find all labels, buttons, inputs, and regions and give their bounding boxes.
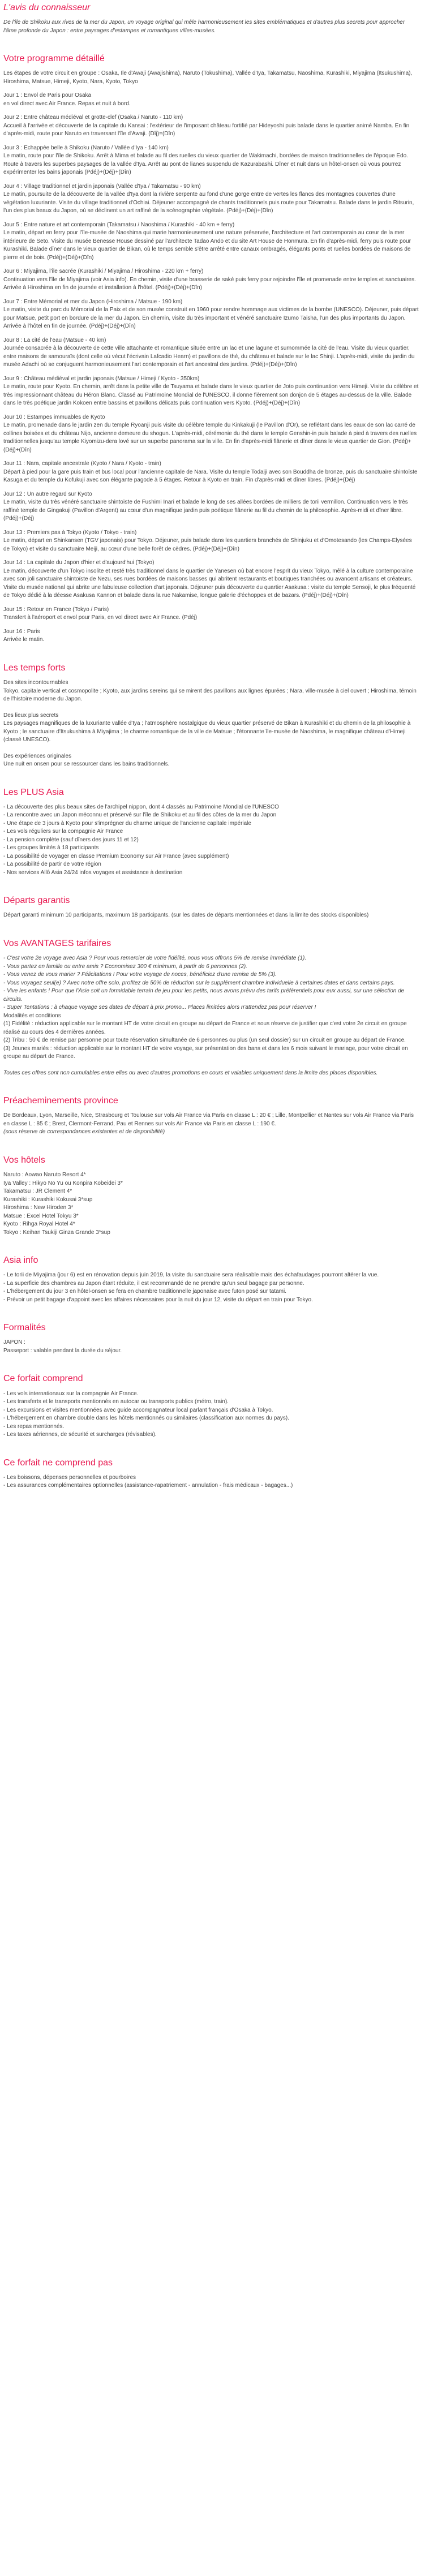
section-programme <box>3 53 419 644</box>
day-title: Jour 9 : Château médiéval et jardin japonais (Matsue / Himeji / Kyoto - 350km) <box>3 375 200 382</box>
asia-info-item: - La superficie des chambres au Japon étant réduite, il est recommandé de ne prendre qu'un seul bagage par personne. <box>3 1280 304 1287</box>
day-description: Le matin, départ en ferry pour l'île-musée de Naoshima qui marie harmonieusement une nature préservée, l'architecture et l'art contemporain au cœur de la mer intérieure de Seto. Visite du musée Benesse House dessiné par l'architecte Tadao Ando et du site Art House de Honmura. En fin d'après-midi, ferry puis route pour Kurashiki. Balade dîner dans le vieux quartier de Bikan, où le temps semble s'être arrêté entre canaux ombragés, élégants ponts et ruelles bordées de maisons de pierre et de bois. (Pdéj)+(Déj)+(Dîn) <box>3 230 411 261</box>
section-title-connaisseur: L'avis du connaisseur <box>3 3 91 12</box>
plus-asia-item: - La possibilité de partir de votre région <box>3 861 101 868</box>
avantage-item: - Vous partez en famille ou entre amis ? Economisez 300 € minimum, à partir de 6 personnes (2). <box>3 963 247 970</box>
day-description: Le matin, route pour Kyoto. En chemin, arrêt dans la petite ville de Tsuyama et balade dans le vieux quartier de Joto puis continuation vers Himeji. Visite du célèbre et très impressionnant château du Héron Blanc. Classé au Patrimoine Mondial de l'UNESCO, il donne fièrement son donjon de 5 étages au-dessus de la ville. Balade dans le très poétique jardin Kokoen entre bassins et pavillons délicats puis continuation vers Kyoto. (Pdéj)+(Déj)+(Dîn) <box>3 384 419 407</box>
day-title: Jour 16 : Paris <box>3 628 40 635</box>
section-title-temps-forts: Les temps forts <box>3 663 66 673</box>
temps-fort-group-title: Des expériences originales <box>3 752 72 759</box>
section-formalites <box>3 1322 419 1355</box>
asia-info-list <box>3 1271 419 1304</box>
day-item <box>3 183 419 216</box>
formalite-line: JAPON : <box>3 1339 25 1346</box>
plus-asia-item: - Les vols réguliers sur la compagnie Air France <box>3 828 123 835</box>
temps-fort-group-text: Les paysages magnifiques de la luxuriante vallée d'Iya ; l'atmosphère nostalgique du vieux quartier préservé de Bikan à Kurashiki et du chemin de la philosophie à Kyoto ; le sanctuaire d'Itsukushima à Miyajima ; le charme romantique de la ville de Matsue ; l'étonnante île-musée de Naoshima, le magnifique château d'Himeji (classé UNESCO). <box>3 720 411 743</box>
day-item <box>3 298 419 331</box>
hotel-item: Takamatsu : JR Clement 4* <box>3 1188 72 1194</box>
day-description: Continuation vers l'île de Miyajima (voir Asia info). En chemin, visite d'une brasserie de saké puis ferry pour rejoindre l'île et promenade entre temples et sanctuaires. Arrivée à Hiroshima en fin de journée et installation à l'hôtel. (Pdéj)+(Déj)+(Dîn) <box>3 276 416 291</box>
day-description: Le matin, visite du parc du Mémorial de la Paix et de son musée construit en 1960 pour rendre hommage aux victimes de la bombe (UNESCO). Déjeuner, puis départ pour Matsue, petit port en bordure de la mer du Japon. En chemin, visite du très important et vénéré sanctuaire Izumo Taisha, l'un des plus importants du Japon. Arrivée à l'hôtel en fin de journée. (Pdéj)+(Déj)+(Dîn) <box>3 307 419 330</box>
temps-fort-group-title: Des lieux plus secrets <box>3 712 59 719</box>
section-departs <box>3 895 419 920</box>
section-title-hotels: Vos hôtels <box>3 1155 45 1165</box>
section-title-avantages: Vos AVANTAGES tarifaires <box>3 938 111 948</box>
section-plus-asia <box>3 787 419 878</box>
avantage-item: - Super Tentations : à chaque voyage ses dates de départ à prix promo... Places limitées alors n'attendez pas pour réserver ! <box>3 1004 316 1011</box>
modalite-item: (3) Jeunes mariés : réduction applicable sur le montant HT de votre voyage, sur présentation des bans et dans les 6 mois suivant le mariage, pour votre circuit en groupe au départ de France. <box>3 1045 408 1060</box>
day-description: Le matin, route pour l'île de Shikoku. Arrêt à Mima et balade au fil des ruelles du vieux quartier de Wakimachi, bordées de maison traditionnelles de l'époque Edo. Route à travers les superbes paysages de la vallée d'Iya. Arrêt au pont de lianes suspendu de Kazurabashi. Dîner et nuit dans un hôtel-onsen où vous pourrez expérimenter les bains japonais (Pdéj)+(Déj)+(Dîn) <box>3 153 408 176</box>
departs-text: Départ garanti minimum 10 participants, maximum 18 participants. (sur les dates de départs mentionnées et dans la limite des stocks disponibles) <box>3 912 369 919</box>
plus-asia-item: - La pension complète (sauf dîners des jours 11 et 12) <box>3 836 139 843</box>
day-description: Arrivée le matin. <box>3 637 45 643</box>
day-description: Le matin, promenade dans le jardin zen du temple Ryoanji puis visite du célèbre temple du Kinkakuji (le Pavillon d'Or), se reflétant dans les eaux de son lac carré de collines boisées et du château Nijo, ancienne demeure du shogun. L'après-midi, cérémonie du thé dans le temple Genshin-in puis balade à pied à travers des ruelles traditionnelles jusqu'au temple Kiyomizu-dera lové sur un superbe panorama sur la ville. En fin d'après-midi flânerie et dîner dans le vieux quartier de Gion. (Pdéj)+(Déj)+(Dîn) <box>3 422 417 453</box>
plus-asia-item: - La rencontre avec un Japon méconnu et préservé sur l'île de Shikoku et au fil des côtes de la mer du Japon <box>3 812 277 819</box>
temps-fort-group <box>3 712 419 745</box>
day-title: Jour 3 : Echappée belle à Shikoku (Naruto / Vallée d'Iya - 140 km) <box>3 144 169 151</box>
forfait-comprend-list <box>3 1390 419 1439</box>
preacheminements-text: De Bordeaux, Lyon, Marseille, Nice, Strasbourg et Toulouse sur vols Air France via Paris en classe L : 20 € ; Lille, Montpellier et Nantes sur vols Air France via Paris en classe L : 85 € ; Brest, Clermont-Ferrand, Pau et Rennes sur vols Air France via Paris en classe L : 190 €. <box>3 1112 414 1127</box>
modalites-title: Modalités et conditions <box>3 1012 61 1019</box>
section-hotels <box>3 1155 419 1237</box>
plus-asia-item: - Les groupes limités à 18 participants <box>3 845 99 852</box>
day-description: Journée consacrée à la découverte de cette ville attachante et romantique située entre un lac et une lagune et surnommée la cité de l'eau. Visite du vieux quartier, entre maisons de samouraïs (dont celle où vécut l'écrivain Lafcadio Hearn) et pavillons de thé, du château et balade sur le lac Shinji. L'après-midi, visite du jardin du musée Adachi où se conjuguent harmonieusement l'art contemporain et l'art ancestral des jardins. (Pdéj)+(Déj)+(Dîn) <box>3 345 415 368</box>
day-description: Accueil à l'arrivée et découverte de la capitale du Kansai : l'extérieur de l'imposant château fortifié par Hideyoshi puis balade dans le quartier animé Namba. En fin d'après-midi, route pour Naruto en traversant l'île d'Awaji. (Dîj)=(Dîn) <box>3 122 410 137</box>
temps-fort-group-text: Tokyo, capitale vertical et cosmopolite ; Kyoto, aux jardins sereins qui se mirent des pavillons aux lignes épurées ; Nara, ville-musée à ciel ouvert ; Hiroshima, témoin de l'histoire moderne du Japon. <box>3 687 417 703</box>
day-item <box>3 114 419 139</box>
day-title: Jour 6 : Miyajima, l'île sacrée (Kurashiki / Miyajima / Hiroshima - 220 km + ferry) <box>3 268 204 275</box>
hotel-item: Hiroshima : New Hiroden 3* <box>3 1205 74 1211</box>
temps-fort-group <box>3 679 419 704</box>
section-title-departs: Départs garantis <box>3 896 70 906</box>
hotels-list <box>3 1171 419 1237</box>
avantage-item: - Vive les enfants ! Pour que l'Asie soit un formidable terrain de jeu pour les petits, nous avons prévu des tarifs préférentiels pour eux aussi, sur une sélection de circuits. <box>3 988 405 1003</box>
asia-info-item: - Le torii de Miyajima (jour 6) est en rénovation depuis juin 2019, la visite du sanctuaire sera réalisable mais des échafaudages pourront altérer la vue. <box>3 1272 379 1279</box>
hotel-item: Matsue : Excel Hotel Tokyu 3* <box>3 1212 79 1219</box>
connaisseur-text: De l'île de Shikoku aux rives de la mer du Japon, un voyage original qui mêle harmonieusement les sites emblématiques et d'autres plus secrets pour approcher l'âme profonde du Japon : entre paysages d'estampes et romantiques villes-musées. <box>3 19 405 34</box>
forfait-ne-comprend-list <box>3 1474 419 1490</box>
day-title: Jour 11 : Nara, capitale ancestrale (Kyoto / Nara / Kyoto - train) <box>3 461 161 467</box>
avantages-list <box>3 954 419 1012</box>
hotel-item: Naruto : Aowao Naruto Resort 4* <box>3 1172 86 1178</box>
day-title: Jour 2 : Entre château médiéval et grotte-clef (Osaka / Naruto - 110 km) <box>3 114 183 121</box>
day-title: Jour 13 : Premiers pas à Tokyo (Kyoto / Tokyo - train) <box>3 529 137 536</box>
modalite-item: (2) Tribu : 50 € de remise par personne pour toute réservation simultanée de 6 personnes ou plus (un seul dossier) sur un circuit en groupe au départ de France. <box>3 1037 406 1044</box>
day-title: Jour 15 : Retour en France (Tokyo / Paris) <box>3 606 109 613</box>
day-description: Départ à pied pour la gare puis train et bus local pour l'ancienne capitale de Nara. Visite du temple Todaiji avec son Bouddha de bronze, puis du sanctuaire shintoïste Kasuga et du temple du Kofukuji avec son élégante pagode à 5 étages. Retour à Kyoto en train. Fin d'après-midi et dîner libres. (Pdéj)+(Déj) <box>3 468 418 484</box>
temps-fort-group <box>3 752 419 769</box>
temps-fort-group-text: Une nuit en onsen pour se ressourcer dans les bains traditionnels. <box>3 761 170 768</box>
day-description: Le matin, départ en Shinkansen (TGV japonais) pour Tokyo. Déjeuner, puis balade dans les quartiers branchés de Shinjuku et d'Omotesando (les Champs-Elysées de Tokyo) et visite du sanctuaire Meiji, au cœur d'une belle forêt de cèdres. (Pdéj)+(Déj)+(Dîn) <box>3 537 412 552</box>
hotel-item: Kurashiki : Kurashiki Kokusai 3*sup <box>3 1196 93 1203</box>
hotel-item: Tokyo : Keihan Tsukiji Ginza Grande 3*sup <box>3 1229 110 1236</box>
day-description: Transfert à l'aéroport et envol pour Paris, en vol direct avec Air France. (Pdéj) <box>3 614 198 621</box>
day-title: Jour 7 : Entre Mémorial et mer du Japon (Hiroshima / Matsue - 190 km) <box>3 298 183 305</box>
modalites-list <box>3 1020 419 1061</box>
day-item <box>3 628 419 644</box>
asia-info-item: - Prévoir un petit bagage d'appoint avec les affaires nécessaires pour la nuit du jour 12, visite du départ en train pour Tokyo. <box>3 1296 313 1303</box>
day-list <box>3 92 419 644</box>
modalite-item: (1) Fidélité : réduction applicable sur le montant HT de votre circuit en groupe au départ de France et sous réserve de justifier que c'est votre 2e circuit en groupe réalisé au cours des 4 dernières années. <box>3 1021 407 1035</box>
section-title-preacheminements: Préacheminements province <box>3 1096 118 1106</box>
preacheminements-note: (sous réserve de correspondances existantes et de disponibilité) <box>3 1129 165 1136</box>
forfait-comprend-item: - L'hébergement en chambre double dans les hôtels mentionnés ou similaires (classification aux normes du pays). <box>3 1415 289 1422</box>
section-title-asia-info: Asia info <box>3 1255 38 1265</box>
day-item <box>3 144 419 177</box>
forfait-ne-comprend-item: - Les assurances complémentaires optionnelles (assistance-rapatriement - annulation - frais médicaux - bagages...) <box>3 1482 293 1489</box>
section-title-programme: Votre programme détaillé <box>3 54 105 64</box>
section-title-forfait-ne-comprend: Ce forfait ne comprend pas <box>3 1457 113 1468</box>
formalites-list <box>3 1339 419 1355</box>
plus-asia-list <box>3 803 419 878</box>
day-description: Le matin, découverte d'un Tokyo insolite et resté très traditionnel dans le quartier de Yanesen où bat encore l'esprit du vieux Tokyo, mêlé à la culture contemporaine avec son joli sanctuaire shintoïste de Nezu, ses rues bordées de maisons basses qui abritent restaurants et boutiques tranchées ou avancent artisans et créateurs. Visite du musée national qui abrite une fabuleuse collection d'art japonais. Déjeuner puis découverte du quartier Asakusa : visite du temple Sensoji, le plus fréquenté de Tokyo dédié à la déesse Asakusa Kannon et balade dans la rue Nakamise, longue galerie d'échoppes et de bazars. (Pdéj)+(Déj)+(Dîn) <box>3 567 416 599</box>
day-title: Jour 12 : Un autre regard sur Kyoto <box>3 491 92 497</box>
day-item <box>3 414 419 455</box>
day-title: Jour 14 : La capitale du Japon d'hier et d'aujourd'hui (Tokyo) <box>3 560 155 566</box>
plus-asia-item: - La découverte des plus beaux sites de l'archipel nippon, dont 4 classés au Patrimoine Mondial de l'UNESCO <box>3 803 279 810</box>
section-forfait-ne-comprend <box>3 1457 419 1490</box>
plus-asia-item: - La possibilité de voyager en classe Premium Economy sur Air France (avec supplément) <box>3 853 229 859</box>
section-title-forfait-comprend: Ce forfait comprend <box>3 1374 83 1384</box>
day-description: Le matin, poursuite de la découverte de la vallée d'Iya dont la rivière serpente au fond d'une gorge entre de vertes les flancs des montagnes couvertes d'une végétation luxuriante. Visite du village traditionnel d'Ochiai. Déjeuner accompagné de chants traditionnels puis route pour Takamatsu. Balade dans le jardin Ritsurin, l'un des plus beaux du Japon, où se déclinent un art raffiné de la scénographie végétale. (Pdéj)+(Déj)+(Dîn) <box>3 191 414 214</box>
avantages-note: Toutes ces offres sont non cumulables entre elles ou avec d'autres promotions en cours et valables uniquement dans la limite des places disponibles. <box>3 1069 378 1076</box>
day-title: Jour 8 : La cité de l'eau (Matsue - 40 km) <box>3 337 106 343</box>
section-asia-info <box>3 1255 419 1304</box>
day-title: Jour 10 : Estampes immuables de Kyoto <box>3 414 105 420</box>
avantage-item: - Vous venez de vous marier ? Félicitations ! Pour votre voyage de noces, bénéficiez d'une remise de 5% (3). <box>3 971 277 978</box>
day-item <box>3 375 419 408</box>
temps-fort-group-title: Des sites incontournables <box>3 680 68 686</box>
section-avantages <box>3 938 419 1077</box>
day-item <box>3 559 419 600</box>
day-description: en vol direct avec Air France. Repas et nuit à bord. <box>3 100 131 107</box>
day-item <box>3 268 419 293</box>
day-title: Jour 1 : Envol de Paris pour Osaka <box>3 92 92 99</box>
forfait-comprend-item: - Les excursions et visites mentionnées avec guide accompagnateur local parlant français d'Osaka à Tokyo. <box>3 1407 273 1413</box>
day-item <box>3 606 419 622</box>
day-item <box>3 221 419 263</box>
section-temps-forts <box>3 663 419 769</box>
avantage-item: - Vous voyagez seul(e) ? Avec notre offre solo, profitez de 50% de réduction sur le supplément chambre individuelle à certaines dates et dans certains pays. <box>3 979 395 986</box>
section-title-plus-asia: Les PLUS Asia <box>3 787 64 797</box>
formalite-line: Passeport : valable pendant la durée du séjour. <box>3 1347 122 1354</box>
hotel-item: Iya Valley : Hikyo No Yu ou Konpira Kobeidei 3* <box>3 1180 123 1186</box>
section-preacheminements <box>3 1095 419 1137</box>
section-forfait-comprend <box>3 1373 419 1439</box>
day-item <box>3 337 419 369</box>
temps-forts-groups <box>3 679 419 769</box>
forfait-comprend-item: - Les repas mentionnés. <box>3 1423 65 1430</box>
day-title: Jour 4 : Village traditionnel et jardin japonais (Vallée d'Iya / Takamatsu - 90 km) <box>3 183 201 190</box>
section-title-formalites: Formalités <box>3 1323 46 1333</box>
forfait-comprend-item: - Les vols internationaux sur la compagnie Air France. <box>3 1390 139 1397</box>
day-title: Jour 5 : Entre nature et art contemporain (Takamatsu / Naoshima / Kurashiki - 40 km + ferry) <box>3 221 235 228</box>
day-description: Le matin, visite du très vénéré sanctuaire shintoïste de Fushimi Inari et balade le long de ses allées bordées de milliers de torii vermillon. Continuation vers le très raffiné temple de Gingakuji (Pavillon d'Argent) au cœur d'un magnifique jardin puis poétique flânerie au fil du chemin de la philosophie. Après-midi et dîner libre. (Pdéj)+(Déj) <box>3 499 408 522</box>
asia-info-item: - L'hébergement du jour 3 en hôtel-onsen se fera en chambre traditionnelle japonaise avec futon posé sur tatami. <box>3 1288 286 1295</box>
plus-asia-item: - Nos services Allô Asia 24/24 infos voyages et assistance à destination <box>3 869 183 876</box>
day-item <box>3 491 419 523</box>
hotel-item: Kyoto : Rihga Royal Hotel 4* <box>3 1221 75 1227</box>
forfait-ne-comprend-item: - Les boissons, dépenses personnelles et pourboires <box>3 1474 136 1481</box>
day-item <box>3 460 419 485</box>
programme-intro: Les étapes de votre circuit en groupe : Osaka, Ile d'Awaji (Awajishima), Naruto (Tokushima), Vallée d'Iya, Takamatsu, Naoshima, Kurashiki, Miyajima (Itsukushima), Hiroshima, Matsue, Himeji, Kyoto, Nara, Kyoto, Tokyo <box>3 70 413 85</box>
avantage-item: - C'est votre 2e voyage avec Asia ? Pour vous remercier de votre fidélité, nous vous offrons 5% de remise immédiate (1). <box>3 955 307 962</box>
day-item <box>3 92 419 108</box>
day-item <box>3 529 419 554</box>
forfait-comprend-item: - Les taxes aériennes, de sécurité et surcharges (révisables). <box>3 1431 157 1438</box>
forfait-comprend-item: - Les transferts et le transports mentionnés en autocar ou transports publics (métro, train). <box>3 1399 229 1405</box>
plus-asia-item: - Une étape de 3 jours à Kyoto pour s'imprégner du charme unique de l'ancienne capitale impériale <box>3 820 251 827</box>
section-connaisseur <box>3 2 419 35</box>
